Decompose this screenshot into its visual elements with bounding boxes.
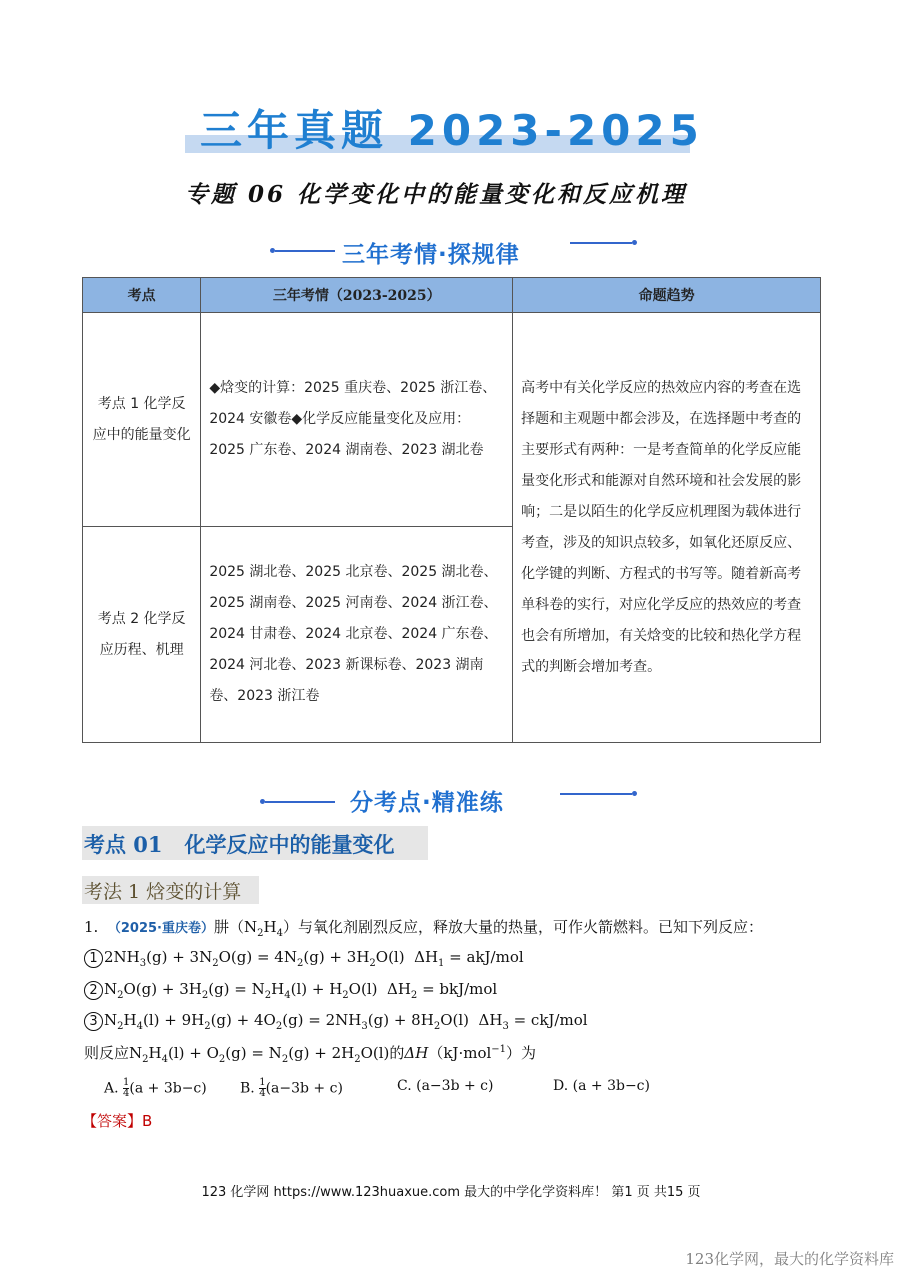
kaofa-label: 考法 1 bbox=[84, 881, 141, 903]
reaction-number: 3 bbox=[84, 1012, 103, 1031]
table-cell-point: 考点 1 化学反应中的能量变化 bbox=[83, 313, 201, 527]
option-letter: C. bbox=[397, 1078, 412, 1094]
exam-analysis-table bbox=[82, 277, 821, 743]
answer-label: 【答案】 bbox=[82, 1112, 143, 1130]
reaction-number: 2 bbox=[84, 981, 103, 1000]
fraction-num: 1 bbox=[259, 1077, 266, 1088]
option-letter: B. bbox=[240, 1080, 255, 1097]
banner-right-line bbox=[560, 793, 632, 795]
table-cell-trend: 高考中有关化学反应的热效应内容的考查在选择题和主观题中都会涉及，在选择题中考查的主要形式有两种：一是考查简单的化学反应能量变化形式和能源对自然环境和社会发展的影响；二是以陌生的化学反应机理图为载体进行考查，涉及的知识点较多，如氧化还原反应、化学键的判断、方程式的书写等。随着新高考单科卷的实行，对应化学反应的热效应的考查也会有所增加，有关焓变的比较和热化学方程式的判断会增加考查。 bbox=[513, 313, 821, 743]
banner-left-line bbox=[275, 250, 335, 252]
option-text: (a−3b + c) bbox=[416, 1078, 494, 1094]
fraction-num: 1 bbox=[123, 1077, 130, 1088]
reaction-1: 1 $2NH_3(g) + 3N_2O(g) = 4N_2(g) + 3H_2O(l) \Delta H_1 = akJ/mol$ bbox=[84, 948, 524, 969]
option-text: (a−3b + c) bbox=[265, 1080, 343, 1097]
table-row bbox=[83, 313, 821, 527]
page-footer: 123 化学网 https://www.123huaxue.com 最大的中学化学资料库！ 第1 页 共15 页 bbox=[201, 1185, 701, 1200]
option-d[interactable] bbox=[553, 1078, 650, 1094]
target-reaction: 则反应$N_2H_4(l) + O_2(g) = N_2(g) + 2H_2O(l)$的ΔH（kJ·mol$^{-1}$）为 bbox=[84, 1044, 537, 1065]
option-a[interactable] bbox=[104, 1078, 207, 1099]
option-text: (a + 3b−c) bbox=[129, 1080, 207, 1097]
question-stem: 1. （2025·重庆卷）肼$(N_2H_4)$与氧化剂剧烈反应，释放大量的热量，可作火箭燃料。已知下列反应： bbox=[84, 918, 763, 939]
table-cell-point: 考点 2 化学反应历程、机理 bbox=[83, 527, 201, 743]
option-c[interactable] bbox=[397, 1078, 493, 1094]
kaodian-label: 考点 01 bbox=[84, 832, 163, 857]
kaodian-title: 化学反应中的能量变化 bbox=[184, 832, 395, 857]
section-banner-practice: 分考点·精准练 bbox=[350, 790, 504, 816]
watermark: 123化学网，最大的化学资料库 bbox=[685, 1250, 894, 1268]
question-stem-a: 肼（N bbox=[213, 918, 258, 936]
ask-end: 为 bbox=[521, 1044, 537, 1062]
banner-right-dot bbox=[632, 240, 637, 245]
banner-right-line bbox=[570, 242, 632, 244]
answer-value: B bbox=[142, 1112, 153, 1130]
kaofa-heading bbox=[84, 877, 241, 904]
kaofa-title: 焓变的计算 bbox=[146, 881, 242, 903]
table-header-row bbox=[83, 278, 821, 313]
answer bbox=[82, 1110, 152, 1131]
section-banner-exam-trends: 三年考情·探规律 bbox=[342, 242, 520, 268]
table-header-point: 考点 bbox=[83, 278, 201, 313]
table-header-trend: 命题趋势 bbox=[513, 278, 821, 313]
banner-right-dot bbox=[632, 791, 637, 796]
question-number: 1. bbox=[84, 918, 99, 936]
kaodian-heading bbox=[84, 829, 394, 859]
table-cell-desc: ◆焓变的计算：2025 重庆卷、2025 浙江卷、2024 安徽卷◆化学反应能量变化及应用：2025 广东卷、2024 湖南卷、2023 湖北卷 bbox=[201, 313, 513, 527]
banner-left-line bbox=[265, 801, 335, 803]
table-cell-desc: 2025 湖北卷、2025 北京卷、2025 湖北卷、2025 湖南卷、2025 河南卷、2024 浙江卷、2024 甘肃卷、2024 北京卷、2024 广东卷、2024 河北卷、2023 新课标卷、2023 湖南卷、2023 浙江卷 bbox=[201, 527, 513, 743]
reaction-3: 3 $N_2H_4(l) + 9H_2(g) + 4O_2(g) = 2NH_3(g) + 8H_2O(l) \Delta H_3 = ckJ/mol$ bbox=[84, 1011, 588, 1032]
fraction-den: 4 bbox=[259, 1088, 266, 1099]
ask-prefix: 则反应N bbox=[84, 1044, 143, 1062]
question-stem-c: ）与氧化剂剧烈反应，释放大量的热量，可作火箭燃料。已知下列反应： bbox=[282, 918, 763, 936]
reaction-number: 1 bbox=[84, 949, 103, 968]
option-letter: A. bbox=[104, 1080, 119, 1097]
option-text: (a + 3b−c) bbox=[572, 1078, 650, 1094]
question-source: （2025·重庆卷） bbox=[107, 921, 214, 936]
question-stem-b: H bbox=[263, 918, 277, 936]
option-b[interactable] bbox=[240, 1078, 343, 1099]
option-letter: D. bbox=[553, 1078, 569, 1094]
fraction-den: 4 bbox=[123, 1088, 130, 1099]
reaction-2: 2 $N_2O(g) + 3H_2(g) = N_2H_4(l) + H_2O(l) \Delta H_2 = bkJ/mol$ bbox=[84, 980, 497, 1001]
topic-subtitle: 专题 06 化学变化中的能量变化和反应机理 bbox=[185, 181, 688, 208]
main-title: 三年真题 2023-2025 bbox=[200, 106, 704, 155]
table-header-three-years: 三年考情（2023-2025） bbox=[201, 278, 513, 313]
